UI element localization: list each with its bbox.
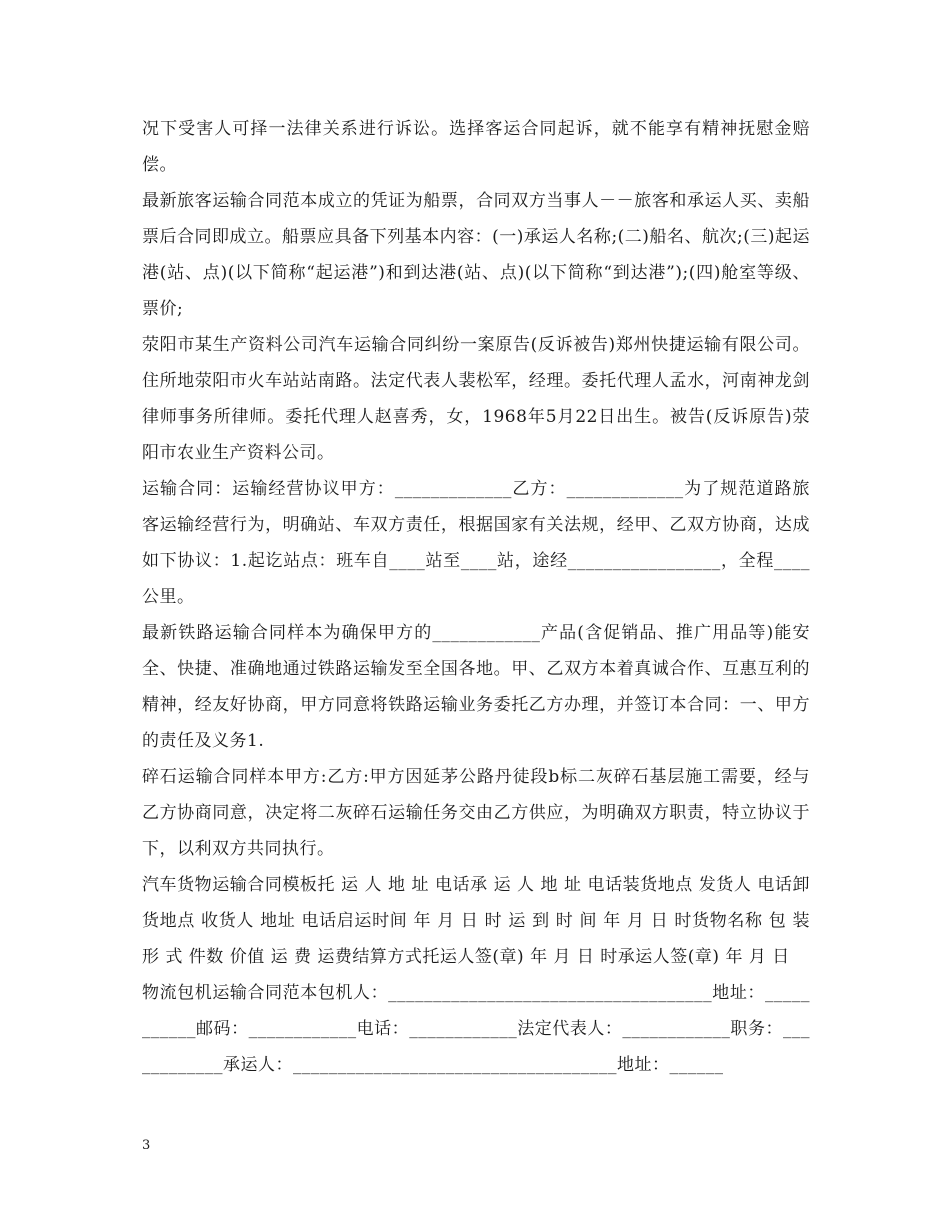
document-body <box>142 111 810 1083</box>
paragraph-passenger-contract: 最新旅客运输合同范本成立的凭证为船票，合同双方当事人－－旅客和承运人买、卖船票后合同即成立。船票应具备下列基本内容：(一)承运人名称;(二)船名、航次;(三)起运港(站、点)(以下简称“起运港”)和到达港(站、点)(以下简称“到达港”);(四)舱室等级、票价; <box>142 191 810 319</box>
page-number: 3 <box>142 1138 151 1153</box>
paragraph-operation-agreement: 运输合同：运输经营协议甲方：_____________乙方：_____________为了规范道路旅客运输经营行为，明确站、车双方责任，根据国家有关法规，经甲、乙双方协商，达成如下协议：1.起讫站点：班车自____站至____站，途经_________________，全程____公里。 <box>142 479 810 607</box>
paragraph-freight-template: 汽车货物运输合同模板托 运 人 地 址 电话承 运 人 地 址 电话装货地点 发货人 电话卸货地点 收货人 地址 电话启运时间 年 月 日 时 运 到 时 间 年 月 日 时货物名称 包 装 形 式 件数 价值 运 费 运费结算方式托运人签(章) 年 月 日 时承运人签(章) 年 月 日 <box>142 875 810 967</box>
paragraph-gravel-contract: 碎石运输合同样本甲方:乙方:甲方因延茅公路丹徒段b标二灰碎石基层施工需要，经与乙方协商同意，决定将二灰碎石运输任务交由乙方供应，为明确双方职责，特立协议于下，以利双方共同执行。 <box>142 767 810 859</box>
paragraph-compensation: 况下受害人可择一法律关系进行诉讼。选择客运合同起诉，就不能享有精神抚慰金赔偿。 <box>142 119 810 175</box>
paragraph-court-case: 荥阳市某生产资料公司汽车运输合同纠纷一案原告(反诉被告)郑州快捷运输有限公司。住所地荥阳市火车站站南路。法定代表人裴松军，经理。委托代理人孟水，河南神龙剑律师事务所律师。委托代理人赵喜秀，女，1968年5月22日出生。被告(反诉原告)荥阳市农业生产资料公司。 <box>142 335 810 463</box>
paragraph-charter-contract: 物流包机运输合同范本包机人：____________________________________地址：___________邮码：____________电话：____________法定代表人：____________职务：____________承运人：____________________________________地址：______ <box>142 983 810 1075</box>
paragraph-railway-contract: 最新铁路运输合同样本为确保甲方的____________产品(含促销品、推广用品等)能安全、快捷、准确地通过铁路运输发至全国各地。甲、乙双方本着真诚合作、互惠互利的精神，经友好协商，甲方同意将铁路运输业务委托乙方办理，并签订本合同：一、甲方的责任及义务1. <box>142 623 810 751</box>
